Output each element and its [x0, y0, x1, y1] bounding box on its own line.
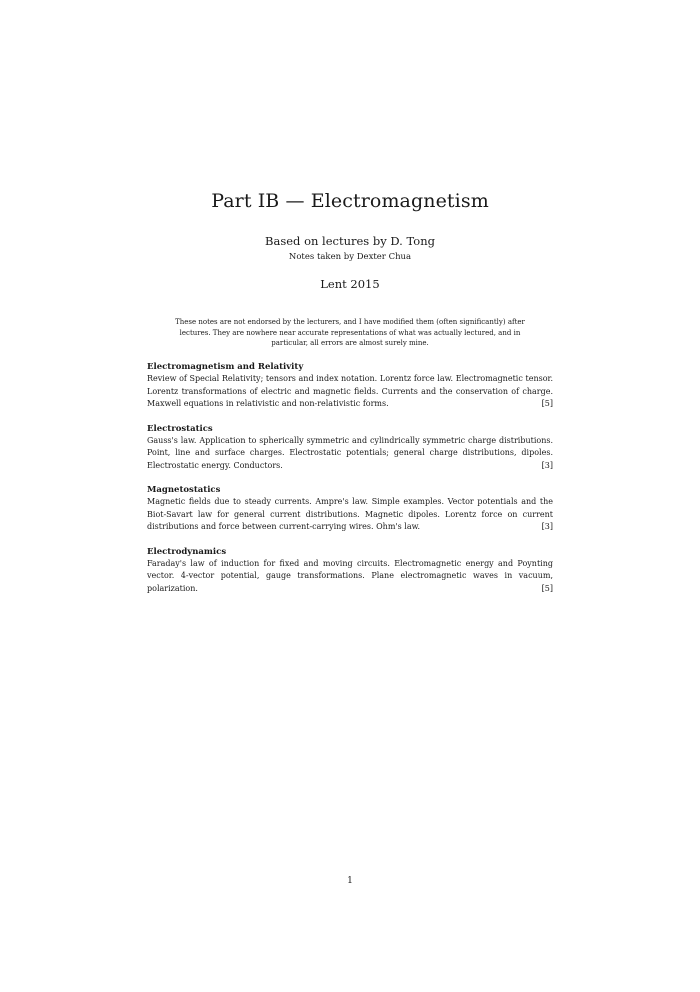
section-magnetostatics: [147, 484, 553, 534]
section-body: [147, 373, 553, 411]
section-body: [147, 558, 553, 596]
notes-author-line: Notes taken by Dexter Chua: [288, 252, 412, 262]
section-electromagnetism-relativity: [147, 361, 553, 411]
lecture-count: [5]: [541, 583, 553, 593]
lecturer-line: Based on lectures by D. Tong: [265, 234, 435, 248]
section-body-text: Review of Special Relativity; tensors and index notation. Lorentz force law. Electromagnetic tensor. Lorentz transformations of electric and magnetic fields. Currents and the conservation of charge. Maxwell equations in relativistic and non-relativistic forms.: [147, 374, 553, 408]
section-body-text: Faraday's law of induction for fixed and moving circuits. Electromagnetic energy and Poynting vector. 4-vector potential, gauge transformations. Plane electromagnetic waves in vacuum, polarization.: [147, 558, 553, 593]
section-body-text: Gauss's law. Application to spherically symmetric and cylindrically symmetric charge distributions. Point, line and surface charges. Electrostatic potentials; general charge distributions, dipoles. Electrostatic energy. Conductors.: [147, 435, 553, 470]
section-heading: Electrodynamics: [147, 546, 227, 557]
section-electrodynamics: [147, 546, 553, 596]
section-body: [147, 496, 553, 534]
section-heading: Electrostatics: [147, 423, 213, 434]
section-heading: Magnetostatics: [147, 485, 221, 495]
lecture-count: [3]: [541, 522, 553, 531]
disclaimer-text: These notes are not endorsed by the lecturers, and I have modified them (often significantly) after lectures. They are nowhere near accurate representations of what was actually lectured, and in particular, all errors are almost surely mine.: [175, 318, 525, 347]
syllabus-sections: [147, 361, 553, 607]
page-number: 1: [347, 876, 353, 886]
section-heading: Electromagnetism and Relativity: [147, 362, 304, 372]
lecture-count: [5]: [541, 399, 553, 408]
section-electrostatics: [147, 423, 553, 473]
section-body: [147, 435, 553, 473]
lecture-count: [3]: [541, 460, 553, 470]
term-line: Lent 2015: [320, 277, 380, 291]
section-body-text: Magnetic fields due to steady currents. Ampre's law. Simple examples. Vector potentials and the Biot-Savart law for general current distributions. Magnetic dipoles. Lorentz force on current distributions and force between current-carrying wires. Ohm's law.: [147, 497, 553, 531]
document-title: Part IB — Electromagnetism: [211, 190, 489, 212]
